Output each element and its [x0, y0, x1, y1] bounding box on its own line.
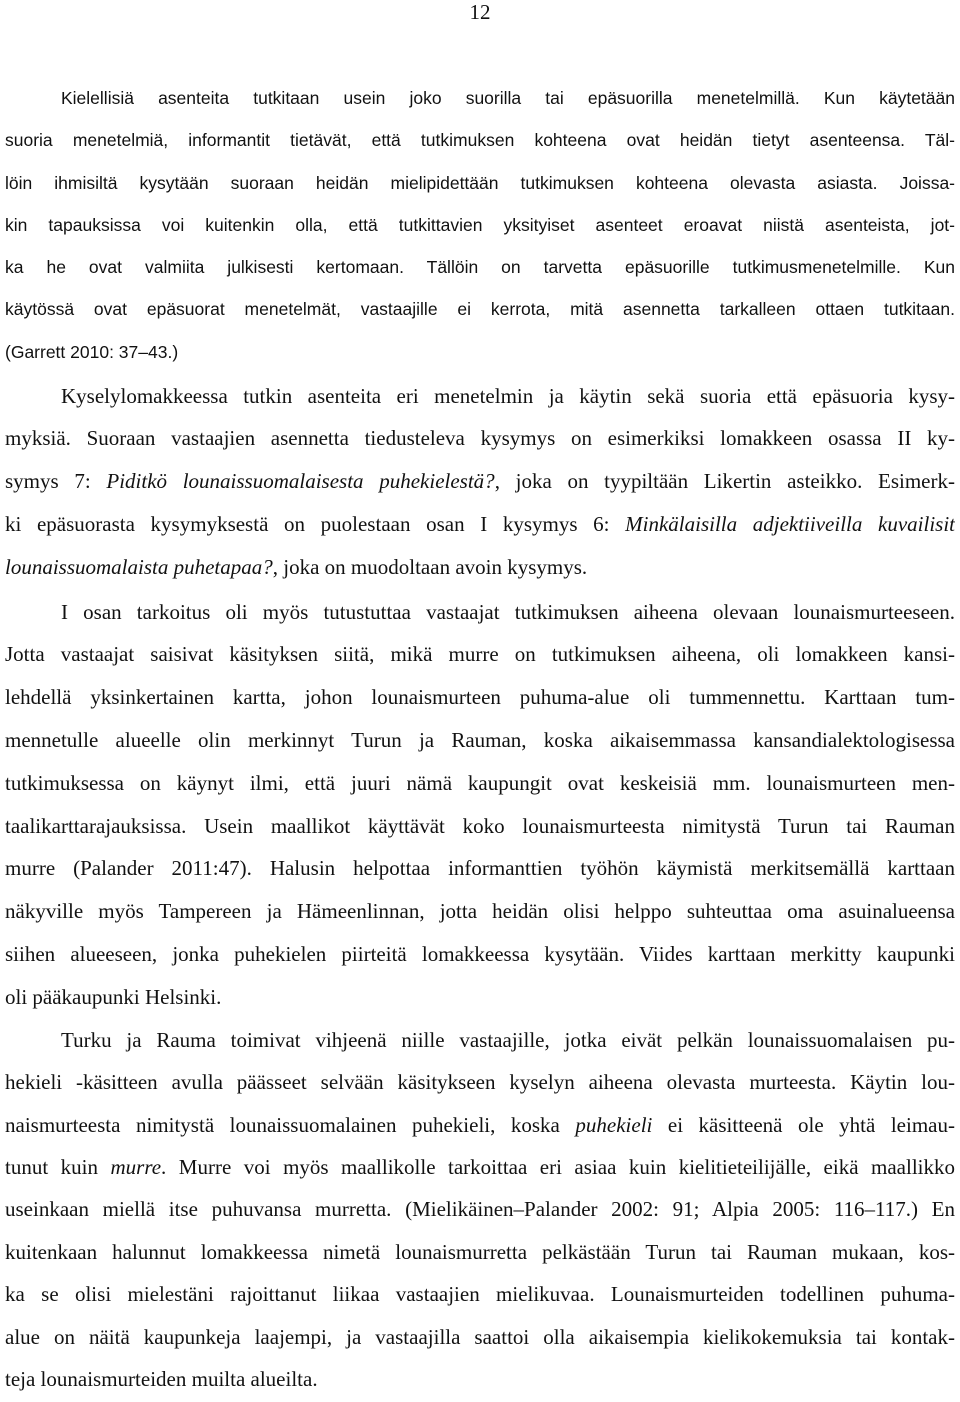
text-line: Kielellisiä asenteita tutkitaan usein joko suorilla tai epäsuorilla menetelmillä. Kun käytetään [61, 88, 955, 108]
italic-text: Minkälaisilla adjektiiveilla kuvailisit [625, 511, 955, 536]
italic-text: lounaissuomalaista puhetapaa? [5, 554, 273, 579]
italic-text: Piditkö lounaissuomalaisesta puhekielestä? [106, 469, 495, 494]
text-line: suoria menetelmiä, informantit tietävät, että tutkimuksen kohteena ovat heidän tietyt asenteensa. Täl- [5, 130, 955, 151]
text-segment: , joka on tyypiltään Likertin asteikko. Esimerk- [494, 469, 955, 494]
text-line: Turku ja Rauma toimivat vihjeenä niille vastaajille, jotka eivät pelkän lounaissuomalaisen pu- [61, 1027, 955, 1052]
text-line: Kyselylomakkeessa tutkin asenteita eri menetelmin ja käytin sekä suoria että epäsuoria kysy- [61, 383, 955, 408]
text-line: teja lounaismurteiden muilta alueilta. [5, 1366, 318, 1391]
text-line: ka se olisi mielestäni rajoittanut liikaa vastaajien mielikuvaa. Lounaismurteiden todellinen puhuma- [5, 1282, 955, 1307]
paragraph [5, 375, 955, 589]
text-line: mennetulle alueelle olin merkinnyt Turun ja Rauman, koska aikaisemmassa kansandialektologisessa [5, 727, 955, 752]
text-segment: tunut kuin [5, 1154, 111, 1179]
text-segment: . Murre voi myös maallikolle tarkoittaa eri asiaa kuin kielitieteilijälle, eikä maallikko [161, 1154, 955, 1179]
text-segment: naismurteesta nimitystä lounaissuomalainen puhekieli, koska [5, 1112, 576, 1137]
text-segment: , joka on muodoltaan avoin kysymys. [272, 554, 588, 579]
text-line: näkyville myös Tampereen ja Hämeenlinnan, jotta heidän olisi helppo suhteuttaa oma asuinalueensa [5, 899, 955, 924]
text-line: I osan tarkoitus oli myös tutustuttaa vastaajat tutkimuksen aiheena olevaan lounaismurteeseen. [61, 599, 955, 624]
text-line: hekieli -käsitteen avulla päässeet selvään käsitykseen kyselyn aiheena olevasta murteesta. Käytin lou- [5, 1070, 955, 1095]
text-segment: symys 7: [5, 469, 107, 494]
text-line: murre (Palander 2011:47). Halusin helpottaa informanttien työhön käymistä merkitsemällä karttaan [5, 856, 955, 881]
text-segment: ei käsitteenä ole yhtä leimau- [652, 1112, 955, 1137]
text-line [5, 1104, 955, 1146]
text-line [5, 1146, 955, 1188]
text-line: taalikarttarajauksissa. Usein maallikot käyttävät koko lounaismurteesta nimitystä Turun tai Rauman [5, 813, 955, 838]
paragraph [5, 77, 955, 373]
text-line [5, 503, 955, 546]
page-number: 12 [469, 0, 491, 24]
text-line: löin ihmisiltä kysytään suoraan heidän mielipidettään tutkimuksen kohteena olevasta asiasta. Joissa- [5, 172, 955, 193]
italic-text: puhekieli [575, 1112, 653, 1137]
paragraph [5, 591, 955, 1019]
text-line [5, 546, 955, 589]
text-line [5, 460, 955, 503]
text-line: lehdellä yksinkertainen kartta, johon lounaismurteen puhuma-alue oli tummennettu. Karttaan tum- [5, 685, 955, 710]
text-line: myksiä. Suoraan vastaajien asennetta tiedusteleva kysymys on esimerkiksi lomakkeen osassa II ky- [5, 426, 955, 451]
text-line: (Garrett 2010: 37–43.) [5, 341, 179, 362]
text-line: oli pääkaupunki Helsinki. [5, 984, 222, 1009]
text-line: ka he ovat valmiita julkisesti kertomaan. Tällöin on tarvetta epäsuorille tutkimusmenetelmille. Kun [5, 257, 955, 278]
paragraph [5, 1019, 955, 1401]
text-line: tutkimuksessa on käynyt ilmi, että juuri nämä kaupungit ovat keskeisiä mm. lounaismurteen men- [5, 770, 955, 795]
text-line: useinkaan miellä itse puhuvansa murretta. (Mielikäinen–Palander 2002: 91; Alpia 2005: 116–117.) En [5, 1197, 955, 1222]
text-line: käytössä ovat epäsuorat menetelmät, vastaajille ei kerrota, mitä asennetta tarkalleen ottaen tutkitaan. [5, 299, 955, 320]
text-line: kin tapauksissa voi kuitenkin olla, että tutkittavien yksityiset asenteet eroavat niistä asenteista, jot- [5, 214, 955, 235]
italic-text: murre [110, 1154, 162, 1179]
text-line: alue on näitä kaupunkeja laajempi, ja vastaajilla saattoi olla aikaisempia kielikokemuksia tai kontak- [5, 1324, 955, 1349]
text-line: siihen alueeseen, jonka puhekielen piirteitä lomakkeessa kysytään. Viides karttaan merkitty kaupunki [5, 941, 955, 966]
text-segment: ki epäsuorasta kysymyksestä on puolestaan osan I kysymys 6: [5, 511, 626, 536]
text-line: Jotta vastaajat saisivat käsityksen siitä, mikä murre on tutkimuksen aiheena, oli lomakkeen kansi- [5, 642, 955, 667]
text-line: kuitenkaan halunnut lomakkeessa nimetä lounaismurretta pelkästään Turun tai Rauman mukaan, kos- [5, 1239, 955, 1264]
